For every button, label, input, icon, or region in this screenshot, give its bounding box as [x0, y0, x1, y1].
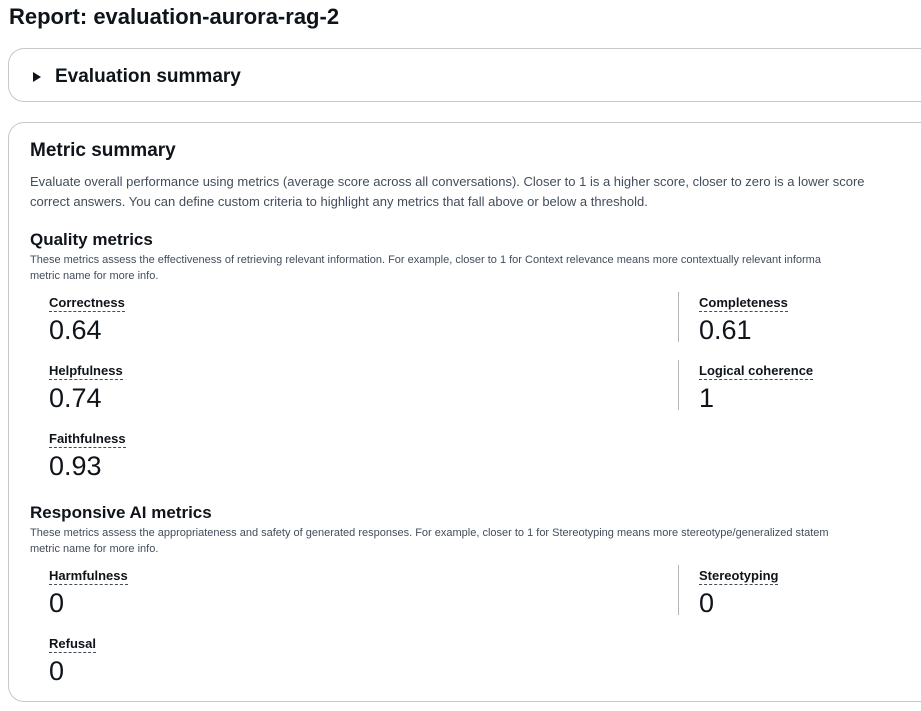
column-divider — [678, 360, 679, 410]
metric-label-helpfulness[interactable]: Helpfulness — [49, 363, 123, 378]
evaluation-summary-label: Evaluation summary — [55, 66, 241, 87]
metric-label-refusal[interactable]: Refusal — [49, 636, 96, 651]
responsible-ai-metrics-title: Responsive AI metrics — [30, 503, 212, 522]
metric-label-completeness[interactable]: Completeness — [699, 295, 788, 310]
metric-summary-section — [8, 122, 921, 702]
metric-summary-title: Metric summary — [30, 140, 176, 161]
metric-helpfulness — [49, 362, 123, 414]
metric-stereotyping — [699, 567, 778, 619]
metric-label-harmfulness[interactable]: Harmfulness — [49, 568, 128, 583]
evaluation-summary-toggle[interactable] — [33, 66, 241, 88]
metric-summary-description-line2: correct answers. You can define custom criteria to highlight any metrics that fall above or below a threshold. — [30, 194, 648, 209]
caret-right-icon — [33, 72, 41, 82]
metric-label-stereotyping[interactable]: Stereotyping — [699, 568, 779, 583]
metric-correctness — [49, 294, 125, 346]
page-title: Report: evaluation-aurora-rag-2 — [9, 4, 340, 29]
metric-value-logical-coherence: 1 — [699, 383, 715, 413]
metric-value-stereotyping: 0 — [699, 588, 715, 618]
metric-logical-coherence — [699, 362, 813, 414]
metric-value-faithfulness: 0.93 — [49, 451, 102, 481]
quality-metrics-description-line1: These metrics assess the effectiveness of retrieving relevant information. For example, closer to 1 for Context relevance means more contextually relevant informa — [30, 254, 821, 266]
evaluation-summary-section — [8, 48, 921, 102]
metric-value-refusal: 0 — [49, 656, 65, 686]
metric-value-correctness: 0.64 — [49, 315, 102, 345]
metric-summary-description-line1: Evaluate overall performance using metrics (average score across all conversations). Closer to 1 is a higher score, closer to zero is a lower score — [30, 174, 865, 189]
metric-value-completeness: 0.61 — [699, 315, 752, 345]
responsible-ai-metrics-description-line1: These metrics assess the appropriateness and safety of generated responses. For example, closer to 1 for Stereotyping means more stereotype/generalized statem — [30, 527, 829, 539]
metric-harmfulness — [49, 567, 128, 619]
metric-faithfulness — [49, 430, 126, 482]
column-divider — [678, 292, 679, 342]
quality-metrics-description-line2: metric name for more info. — [30, 270, 159, 282]
metric-value-helpfulness: 0.74 — [49, 383, 102, 413]
metric-label-correctness[interactable]: Correctness — [49, 295, 125, 310]
metric-value-harmfulness: 0 — [49, 588, 65, 618]
metric-label-faithfulness[interactable]: Faithfulness — [49, 431, 126, 446]
quality-metrics-title: Quality metrics — [30, 230, 153, 249]
metric-completeness — [699, 294, 788, 346]
metric-refusal — [49, 635, 96, 687]
column-divider — [678, 565, 679, 615]
responsible-ai-metrics-description-line2: metric name for more info. — [30, 543, 159, 555]
metric-label-logical-coherence[interactable]: Logical coherence — [699, 363, 814, 378]
